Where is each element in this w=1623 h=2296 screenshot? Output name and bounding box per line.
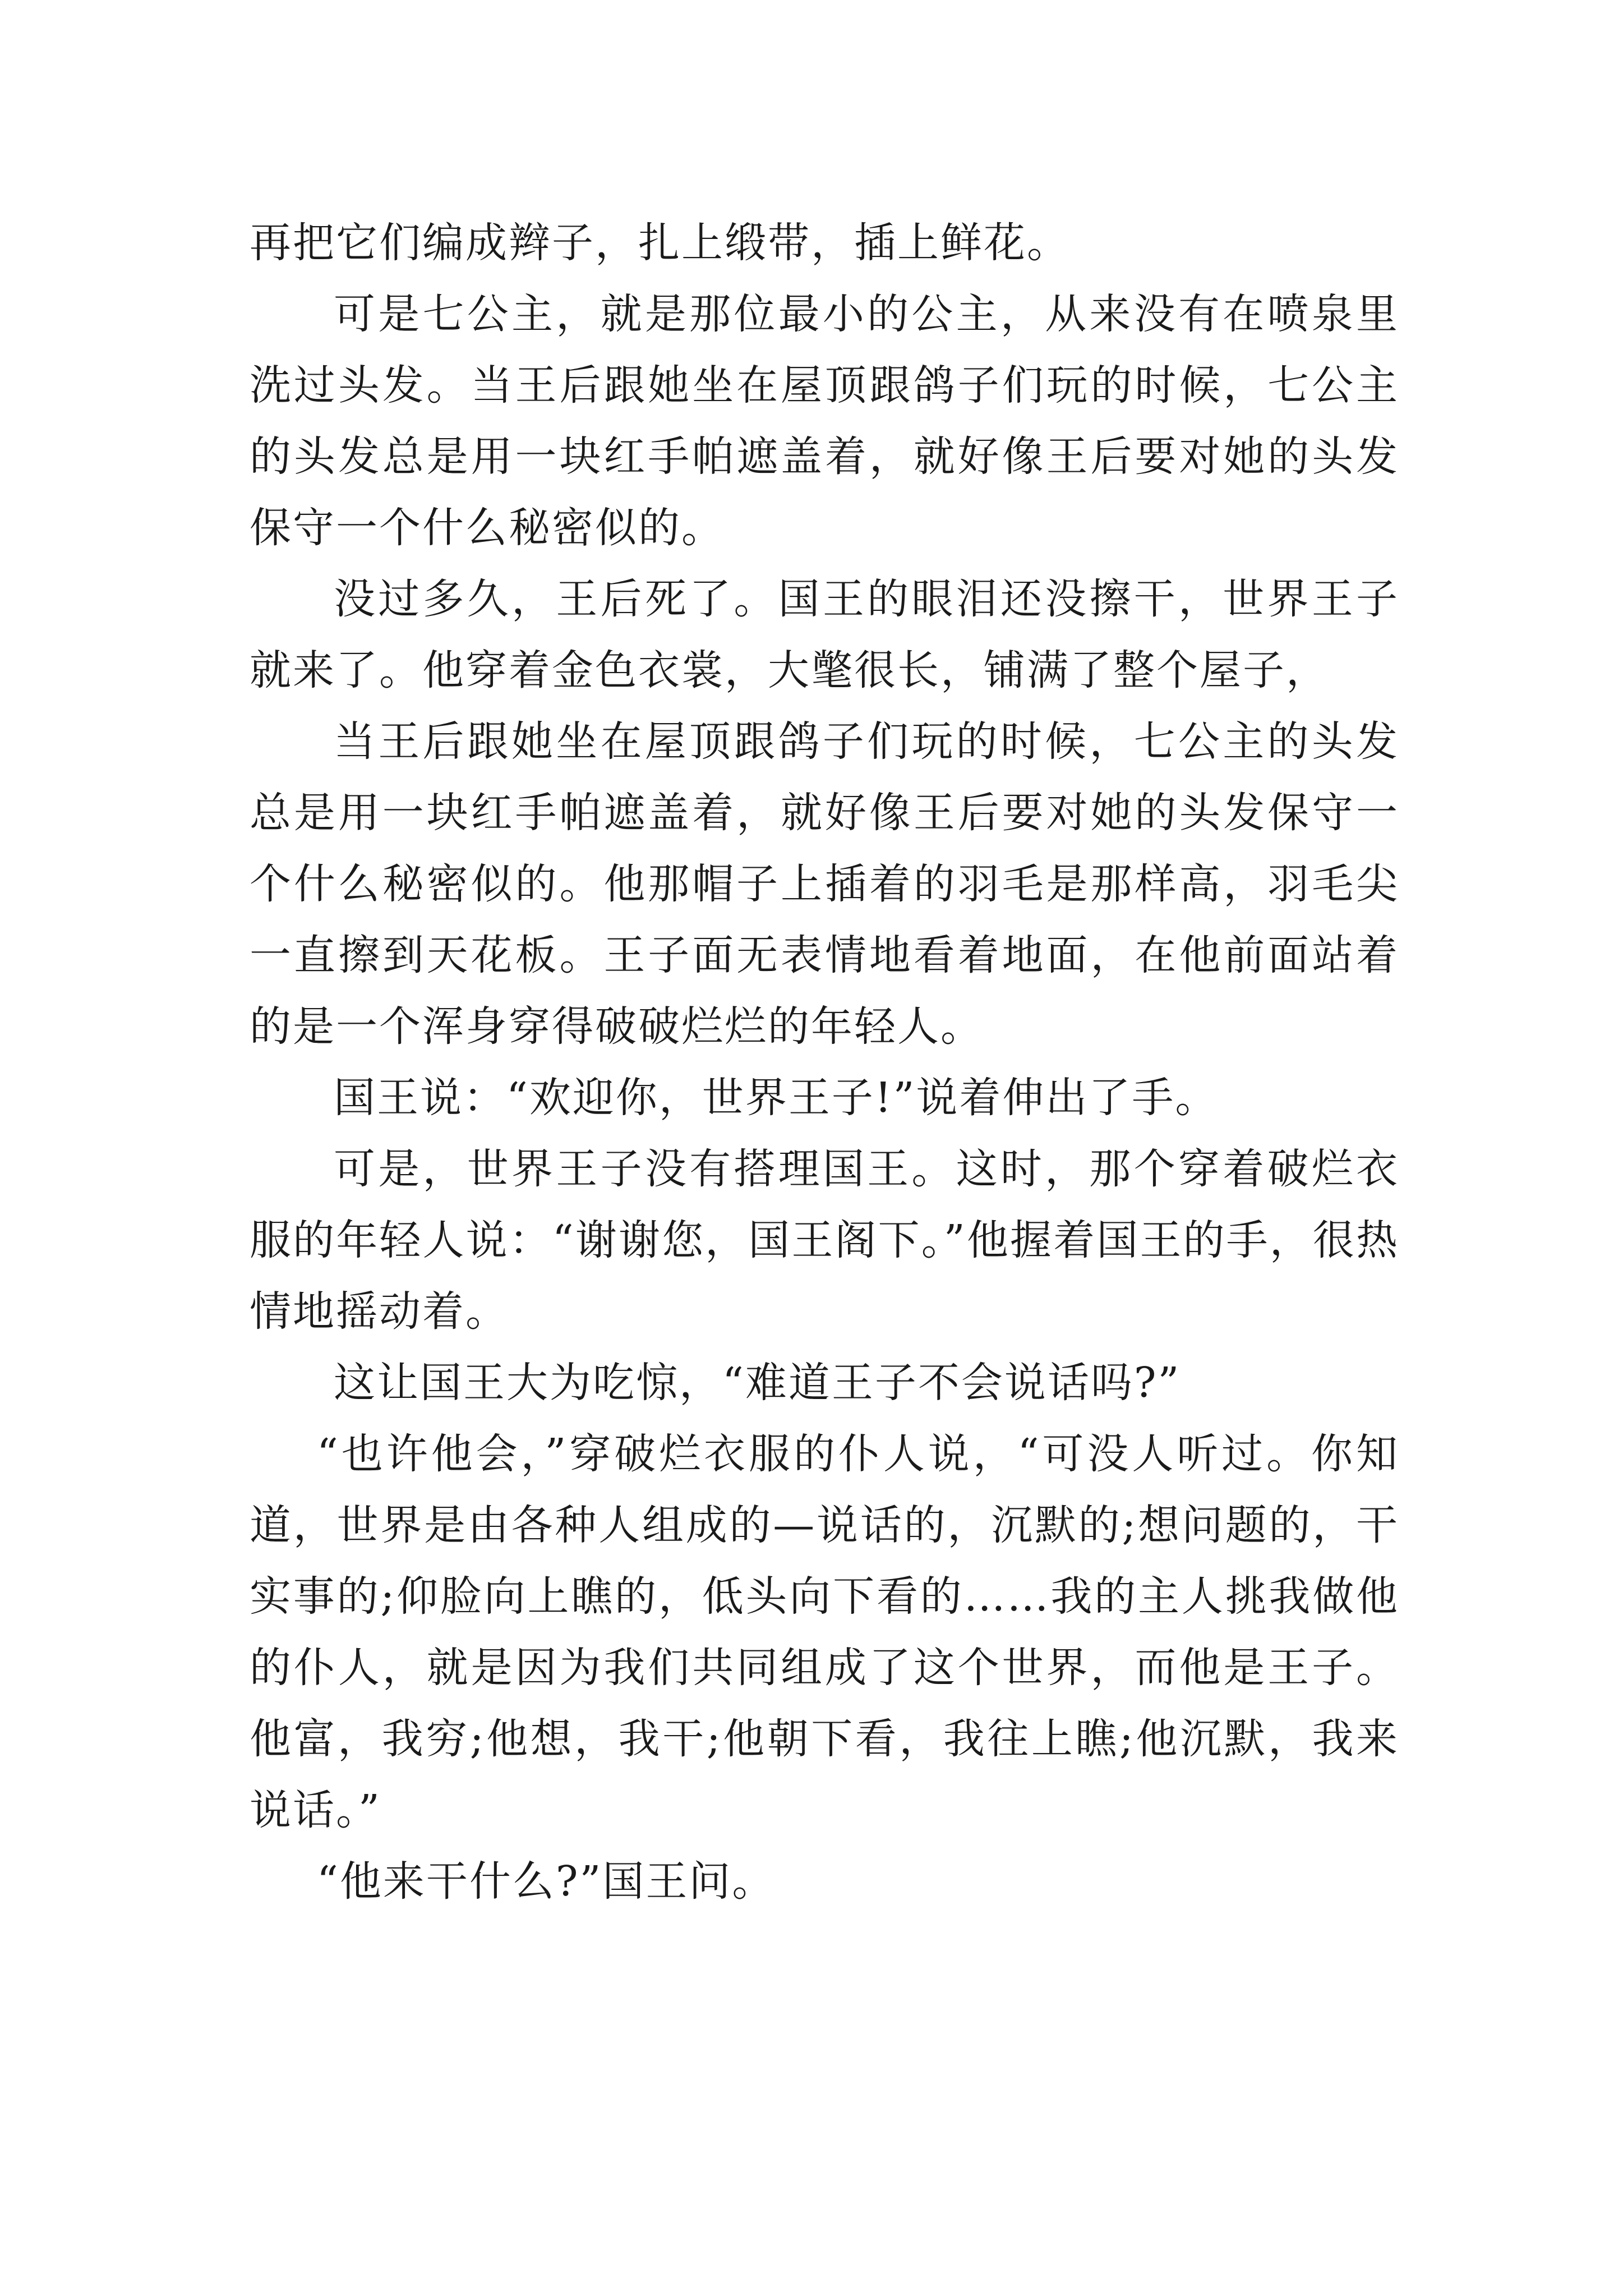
- paragraph: 可是，世界王子没有搭理国王。这时，那个穿着破烂衣服的年轻人说：“谢谢您，国王阁下。”他握着国王的手，很热情地摇动着。: [250, 1145, 1399, 1336]
- paragraph: 这让国王大为吃惊，“难道王子不会说话吗?”: [334, 1359, 1181, 1407]
- paragraph: 当王后跟她坐在屋顶跟鸽子们玩的时候，七公主的头发总是用一块红手帕遮盖着，就好像王后要对她的头发保守一个什么秘密似的。他那帽子上插着的羽毛是那样高，羽毛尖一直擦到天花板。王子面无表情地看着地面，在他前面站着的是一个浑身穿得破破烂烂的年轻人。: [250, 717, 1399, 1051]
- paragraph: 可是七公主，就是那位最小的公主，从来没有在喷泉里洗过头发。当王后跟她坐在屋顶跟鸽子们玩的时候，七公主的头发总是用一块红手帕遮盖着，就好像王后要对她的头发保守一个什么秘密似的。: [250, 290, 1399, 552]
- paragraph: 国王说：“欢迎你，世界王子!”说着伸出了手。: [334, 1074, 1219, 1122]
- paragraph: 没过多久，王后死了。国王的眼泪还没擦干，世界王子就来了。他穿着金色衣裳，大氅很长，铺满了整个屋子，: [250, 575, 1399, 694]
- paragraph: 再把它们编成辫子，扎上缎带，插上鲜花。: [250, 219, 1070, 267]
- paragraph: “也许他会，”穿破烂衣服的仆人说，“可没人听过。你知道，世界是由各种人组成的—说话的，沉默的;想问题的，干实事的;仰脸向上瞧的，低头向下看的……我的主人挑我做他的仆人，就是因为我们共同组成了这个世界，而他是王子。他富，我穷;他想，我干;他朝下看，我往上瞧;他沉默，我来说话。”: [250, 1430, 1399, 1834]
- story-text: [250, 208, 1399, 1917]
- paragraph: “他来干什么?”国王问。: [317, 1857, 776, 1906]
